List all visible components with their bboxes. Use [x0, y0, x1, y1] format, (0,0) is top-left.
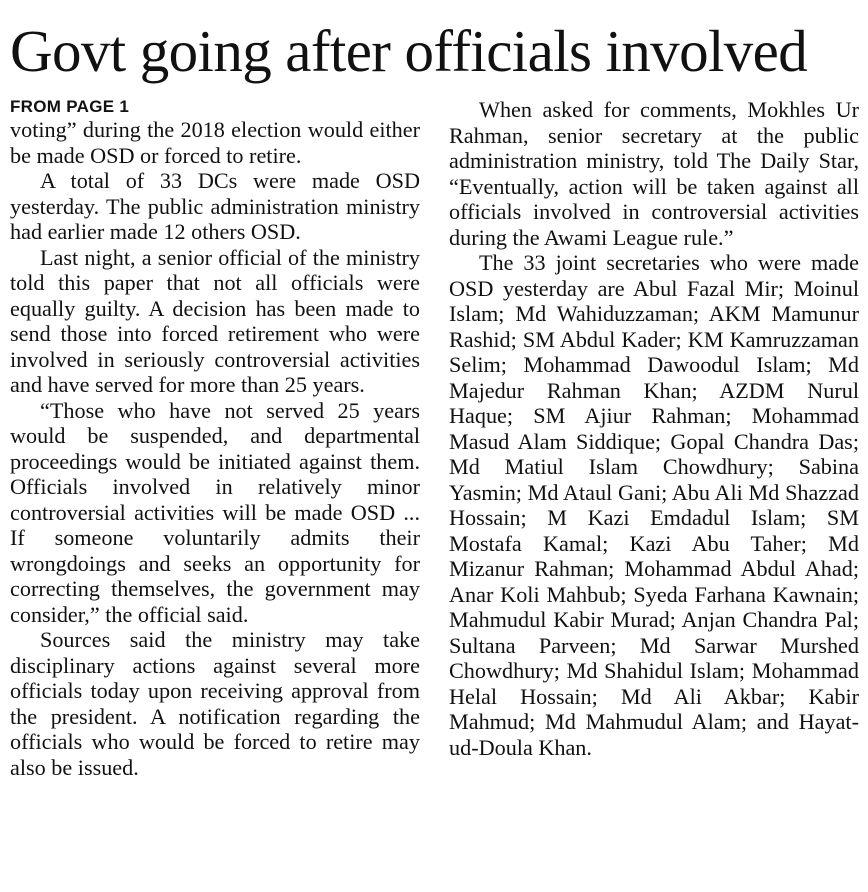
continuation-kicker: FROM PAGE 1	[10, 97, 130, 116]
paragraph: When asked for comments, Mokhles Ur Rahman, senior secretary at the public administration ministry, told The Daily Star, “Eventually, action will be taken against all officials involved in controversial activities during the Awami League rule.”	[449, 97, 859, 250]
paragraph: The 33 joint secretaries who were made OSD yesterday are Abul Fazal Mir; Moinul Islam; Md Wahiduzzaman; AKM Mamunur Rashid; SM Abdul Kader; KM Kamruzzaman Selim; Mohammad Dawoodul Islam; Md Majedur Rahman Khan; AZDM Nurul Haque; SM Ajiur Rahman; Mohammad Masud Alam Siddique; Gopal Chandra Das; Md Matiul Islam Chowdhury; Sabina Yasmin; Md Ataul Gani; Abu Ali Md Shazzad Hossain; M Kazi Emdadul Islam; SM Mostafa Kamal; Kazi Abu Taher; Md Mizanur Rahman; Mohammad Abdul Ahad; Anar Koli Mahbub; Syeda Farhana Kawnain; Mahmudul Kabir Murad; Anjan Chandra Pal; Sultana Parveen; Md Sarwar Murshed Chowdhury; Md Shahidul Islam; Mohammad Helal Hossain; Md Ali Akbar; Kabir Mahmud; Md Mahmudul Alam; and Hayat-ud-Doula Khan.	[449, 250, 859, 760]
paragraph: “Those who have not served 25 years would be suspended, and departmental proceedings would be initiated against them. Officials involved in relatively minor controversial activities will be made OSD ... If someone voluntarily admits their wrongdoings and seeks an opportunity for correcting themselves, the government may consider,” the official said.	[10, 397, 420, 627]
paragraph: voting” during the 2018 election would either be made OSD or forced to retire.	[10, 117, 420, 168]
paragraph: Sources said the ministry may take disciplinary actions against several more officials today upon receiving approval from the president. A notification regarding the officials who would be forced to retire may also be issued.	[10, 627, 420, 780]
paragraph: A total of 33 DCs were made OSD yesterday. The public administration ministry had earlier made 12 others OSD.	[10, 168, 420, 244]
article-column-left	[10, 97, 420, 780]
headline: Govt going after officials involved	[10, 18, 808, 84]
article-column-right	[449, 97, 859, 760]
column-divider	[432, 100, 433, 870]
paragraph: Last night, a senior official of the ministry told this paper that not all officials were equally guilty. A decision has been made to send those into forced retirement who were involved in seriously controversial activities and have served for more than 25 years.	[10, 244, 420, 397]
